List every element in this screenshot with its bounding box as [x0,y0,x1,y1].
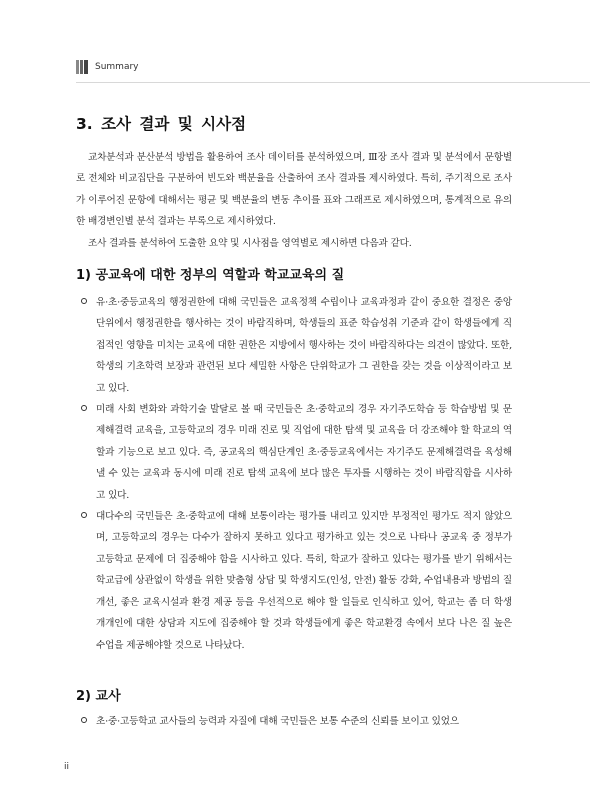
header-rule [76,82,590,83]
running-title: Summary [95,62,139,72]
running-header [76,60,139,74]
intro-text [76,147,512,254]
bullet-list-2 [76,711,512,732]
section-title: 3. 조사 결과 및 시사점 [76,115,247,133]
subsection-title-1: 1) 공교육에 대한 정부의 역할과 학교교육의 질 [76,268,345,283]
hollow-circle-bullet-icon [81,405,87,411]
bullet-list-1 [76,292,512,656]
page-number: ii [64,762,70,772]
hollow-circle-bullet-icon [81,512,87,518]
header-bars-icon [76,60,89,74]
list-item: 대다수의 국민들은 초·중학교에 대해 보통이라는 평가를 내리고 있지만 부정적인 평가도 적지 않았으며, 고등학교의 경우는 다수가 잘하지 못하고 있다고 평가하고 있는 것으로 나타나 공교육 중 정부가 고등학교 문제에 더 집중해야 함을 시사하고 있다. 특히, 학교가 잘하고 있다는 평가를 받기 위해서는 학교급에 상관없이 학생을 위한 맞춤형 상담 및 학생지도(인성, 안전) 활동 강화, 수업내용과 방법의 질 개선, 좋은 교육시설과 환경 제공 등을 우선적으로 해야 할 일들로 인식하고 있어, 학교는 좀 더 학생 개개인에 대한 상담과 지도에 집중해야 할 것과 학생들에게 좋은 학교환경 속에서 보다 나은 질 높은 수업을 제공해야할 것으로 나타났다. [76,506,512,656]
hollow-circle-bullet-icon [81,717,87,723]
subsection-title-2: 2) 교사 [76,689,121,704]
hollow-circle-bullet-icon [81,298,87,304]
intro-paragraph: 조사 결과를 분석하여 도출한 요약 및 시사점을 영역별로 제시하면 다음과 같다. [88,237,412,249]
list-item: 유·초·중등교육의 행정권한에 대해 국민들은 교육정책 수립이나 교육과정과 같이 중요한 결정은 중앙 단위에서 행정권한을 행사하는 것이 바람직하며, 학생들의 표준 학습성취 기준과 같이 학생들에게 직접적인 영향을 미치는 교육에 대한 권한은 지방에서 행사하는 것이 바람직하다는 의견이 많았다. 또한, 학생의 기초학력 보장과 관련된 보다 세밀한 사항은 단위학교가 그 권한을 갖는 것을 이상적이라고 보고 있다. [76,292,512,399]
list-item: 초·중·고등학교 교사들의 능력과 자질에 대해 국민들은 보통 수준의 신뢰를 보이고 있었으 [76,711,512,732]
intro-paragraph: 교차분석과 분산분석 방법을 활용하여 조사 데이터를 분석하였으며, Ⅲ장 조사 결과 및 분석에서 문항별로 전체와 비교집단을 구분하여 빈도와 백분율을 산출하여 조사 결과를 제시하였다. 특히, 주기적으로 조사가 이루어진 문항에 대해서는 평균 및 백분율의 변동 추이를 표와 그래프로 제시하였으며, 통계적으로 유의한 배경변인별 분석 결과는 부록으로 제시하였다. [76,152,512,228]
list-item: 미래 사회 변화와 과학기술 발달로 볼 때 국민들은 초·중학교의 경우 자기주도학습 등 학습방법 및 문제해결력 교육을, 고등학교의 경우 미래 진로 및 직업에 대한 탐색 및 교육을 더 강조해야 할 학교의 역할과 기능으로 보고 있다. 즉, 공교육의 핵심단계인 초·중등교육에서는 자기주도 문제해결력을 육성해낼 수 있는 교육과 동시에 미래 진로 탐색 교육에 보다 많은 투자를 시행하는 것이 바람직함을 시사하고 있다. [76,399,512,506]
